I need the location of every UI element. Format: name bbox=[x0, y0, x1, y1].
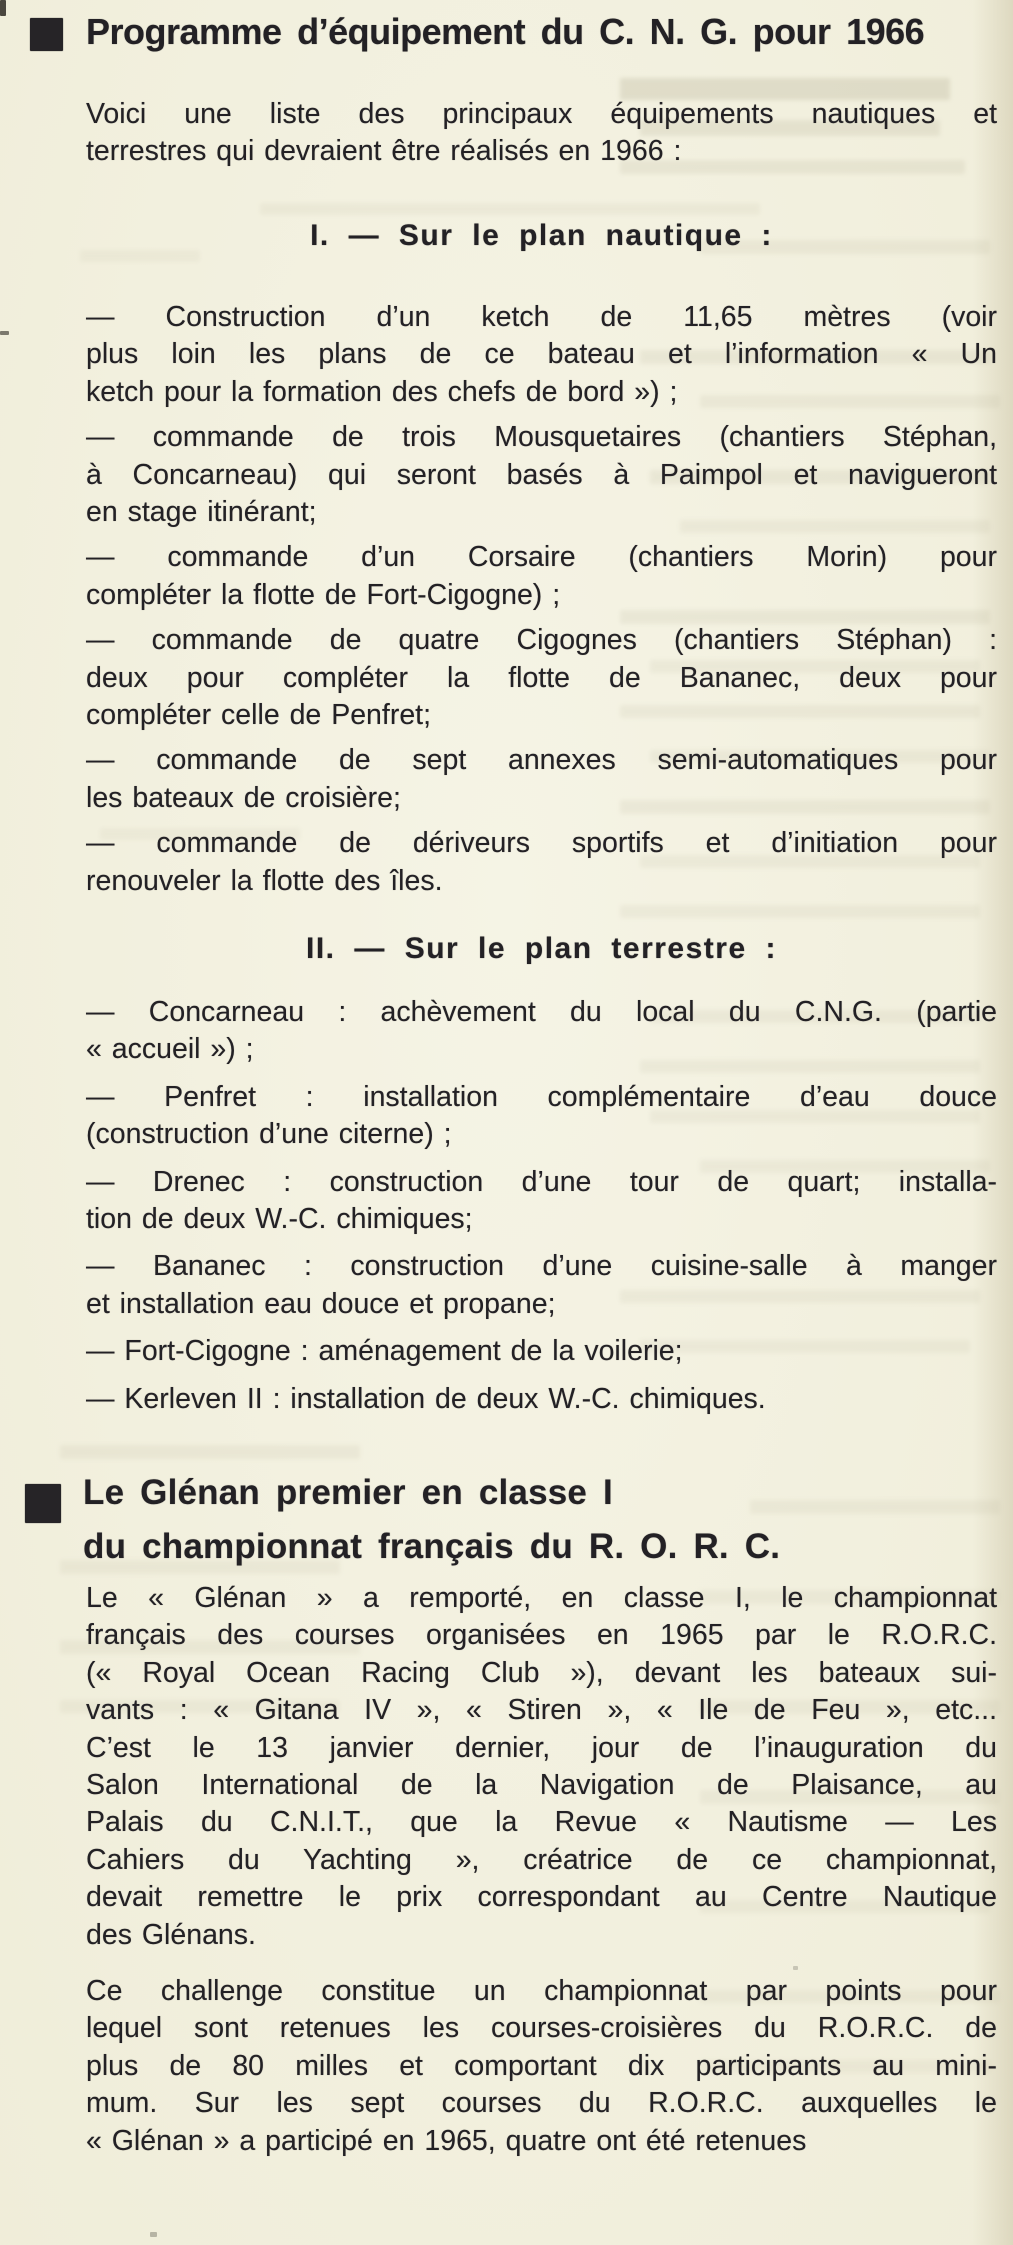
article2-title-line2: du championnat français du R. O. R. C. bbox=[83, 1527, 781, 1566]
list-item bbox=[86, 1381, 997, 1418]
section-terrestre-heading: II. — Sur le plan terrestre : bbox=[306, 932, 777, 965]
text-line: tion de deux W.-C. chimiques; bbox=[86, 1203, 473, 1236]
black-square-icon bbox=[25, 1484, 61, 1523]
text-line: C’est le 13 janvier dernier, jour de l’inauguration du bbox=[86, 1731, 997, 1764]
scan-speck bbox=[150, 2232, 157, 2237]
text-line: plus de 80 milles et comportant dix participants au mini- bbox=[86, 2049, 997, 2082]
text-line: — commande d’un Corsaire (chantiers Morin) pour bbox=[86, 541, 997, 574]
text-line: renouveler la flotte des îles. bbox=[86, 864, 443, 897]
list-item bbox=[86, 1079, 997, 1154]
text-line: — Bananec : construction d’une cuisine-salle à manger bbox=[86, 1250, 997, 1283]
scan-speck bbox=[0, 331, 9, 335]
text-line: devait remettre le prix correspondant au Centre Nautique bbox=[86, 1881, 997, 1914]
list-item bbox=[86, 1164, 997, 1239]
text-line: deux pour compléter la flotte de Bananec, deux pour bbox=[86, 661, 997, 694]
text-line: Salon International de la Navigation de Plaisance, au bbox=[86, 1769, 997, 1802]
text-line: — Concarneau : achèvement du local du C.N.G. (partie bbox=[86, 996, 997, 1028]
text-line: ketch pour la formation des chefs de bord ») ; bbox=[86, 375, 678, 408]
text-line: des Glénans. bbox=[86, 1918, 256, 1951]
list-item bbox=[86, 1333, 997, 1370]
black-square-icon bbox=[30, 18, 63, 51]
text-line: — commande de trois Mousquetaires (chantiers Stéphan, bbox=[86, 421, 997, 454]
text-line: les bateaux de croisière; bbox=[86, 781, 401, 814]
text-line: en stage itinérant; bbox=[86, 496, 317, 529]
scan-speck bbox=[793, 1966, 798, 1970]
text-line: compléter celle de Penfret; bbox=[86, 699, 432, 732]
text-line: (« Royal Ocean Racing Club »), devant les bateaux sui- bbox=[86, 1656, 997, 1689]
article2-paragraph bbox=[86, 1973, 997, 2160]
text-line: mum. Sur les sept courses du R.O.R.C. auxquelles le bbox=[86, 2087, 997, 2120]
list-item bbox=[86, 1248, 997, 1323]
text-line: (construction d’une citerne) ; bbox=[86, 1118, 452, 1151]
section-nautique-list bbox=[86, 299, 997, 908]
article2-title-line1: Le Glénan premier en classe I bbox=[83, 1473, 613, 1512]
list-item bbox=[86, 622, 997, 734]
text-line: — Drenec : construction d’une tour de quart; installa- bbox=[86, 1165, 997, 1198]
text-line: — commande de quatre Cigognes (chantiers Stéphan) : bbox=[86, 624, 997, 657]
list-item bbox=[86, 994, 997, 1069]
scan-speck bbox=[0, 0, 6, 16]
bleed-through-mark bbox=[260, 203, 760, 215]
text-line: — Construction d’un ketch de 11,65 mètres (voir bbox=[86, 301, 997, 333]
text-line: Le « Glénan » a remporté, en classe I, le championnat bbox=[86, 1582, 997, 1614]
text-line: Cahiers du Yachting », créatrice de ce championnat, bbox=[86, 1843, 997, 1876]
text-line: plus loin les plans de ce bateau et l’information « Un bbox=[86, 338, 997, 371]
text-line: à Concarneau) qui seront basés à Paimpol et navigueront bbox=[86, 458, 997, 491]
bleed-through-mark bbox=[60, 1445, 360, 1459]
text-line: compléter la flotte de Fort-Cigogne) ; bbox=[86, 578, 561, 611]
list-item bbox=[86, 299, 997, 411]
section-terrestre-list bbox=[86, 994, 997, 1428]
article1-intro bbox=[86, 96, 997, 171]
list-item bbox=[86, 742, 997, 817]
text-line: — Kerleven II : installation de deux W.-C. chimiques. bbox=[86, 1382, 766, 1415]
text-line: « Glénan » a participé en 1965, quatre ont été retenues bbox=[86, 2124, 807, 2157]
article1-title: Programme d’équipement du C. N. G. pour 1966 bbox=[86, 11, 925, 52]
text-line: « accueil ») ; bbox=[86, 1033, 254, 1066]
text-line: terrestres qui devraient être réalisés en 1966 : bbox=[86, 135, 682, 168]
text-line: et installation eau douce et propane; bbox=[86, 1287, 556, 1320]
list-item bbox=[86, 419, 997, 531]
section-nautique-heading: I. — Sur le plan nautique : bbox=[310, 219, 773, 252]
text-line: Ce challenge constitue un championnat par points pour bbox=[86, 1975, 997, 2007]
text-line: vants : « Gitana IV », « Stiren », « Ile de Feu », etc... bbox=[86, 1694, 997, 1727]
text-line: Palais du C.N.I.T., que la Revue « Nautisme — Les bbox=[86, 1806, 997, 1839]
text-line: — commande de dériveurs sportifs et d’initiation pour bbox=[86, 827, 997, 860]
text-line: lequel sont retenues les courses-croisières du R.O.R.C. de bbox=[86, 2012, 997, 2045]
list-item bbox=[86, 825, 997, 900]
text-line: français des courses organisées en 1965 par le R.O.R.C. bbox=[86, 1619, 997, 1652]
text-line: — Penfret : installation complémentaire d’eau douce bbox=[86, 1080, 997, 1113]
text-line: — commande de sept annexes semi-automatiques pour bbox=[86, 744, 997, 777]
text-line: Voici une liste des principaux équipements nautiques et bbox=[86, 98, 997, 130]
article2-paragraph bbox=[86, 1580, 997, 1954]
text-line: — Fort-Cigogne : aménagement de la voilerie; bbox=[86, 1335, 683, 1368]
list-item bbox=[86, 539, 997, 614]
